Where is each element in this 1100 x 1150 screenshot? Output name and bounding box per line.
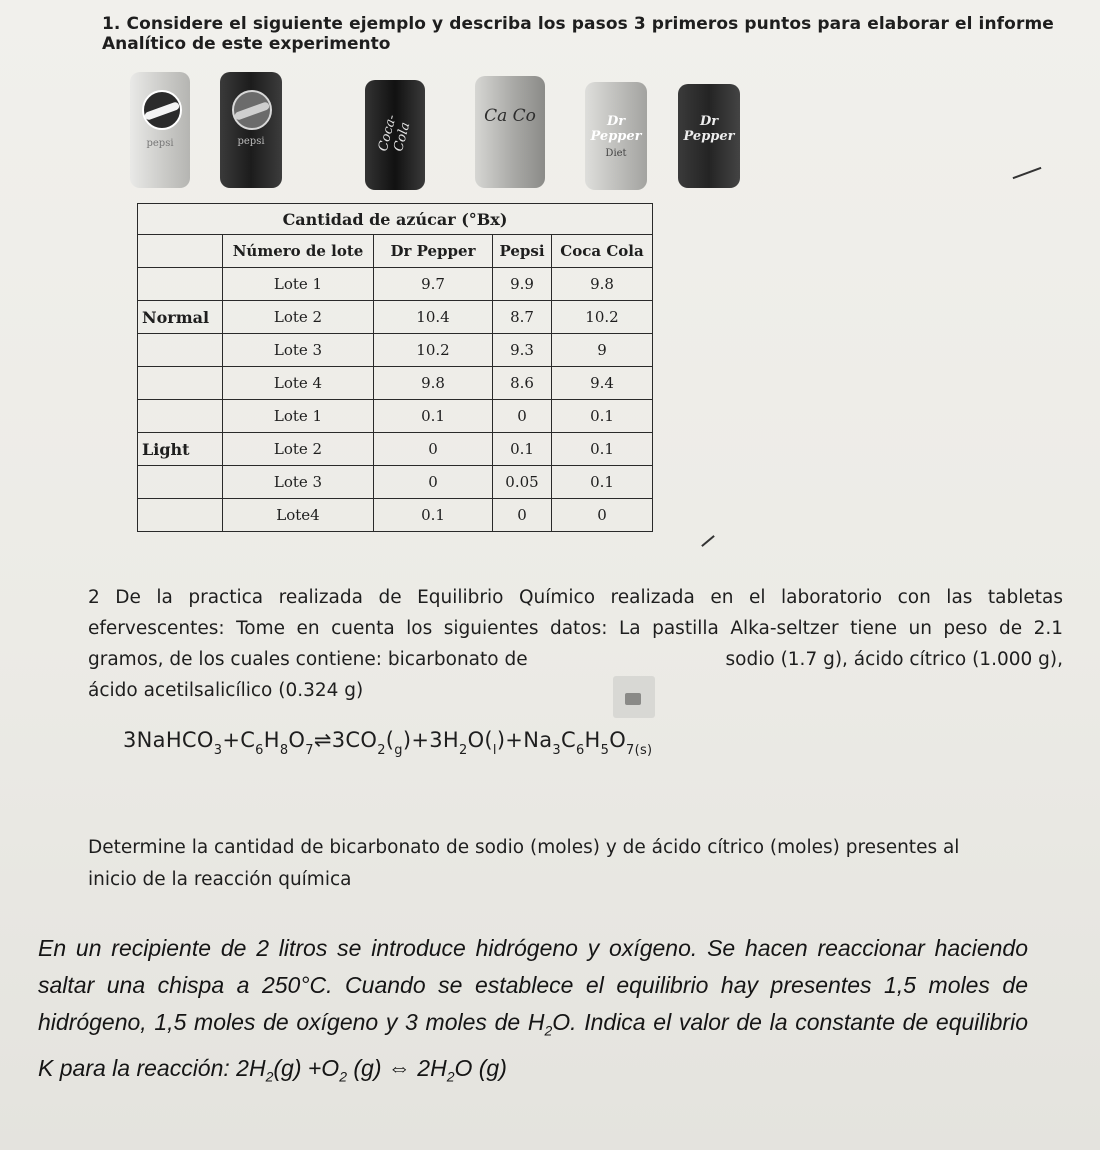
table-cell: 0.1 [493,433,552,466]
question-2-text [88,644,1063,675]
table-cell: 0.1 [552,466,653,499]
table-cell: 9.8 [374,367,493,400]
table-cell: Lote 1 [223,268,374,301]
table-cell: 9.7 [374,268,493,301]
question-3-text: hidrógeno, 1,5 moles de oxígeno y 3 moles de $H_2O$. Indica el valor de la constante de equilibrio [38,1009,1028,1039]
question-2-text: 2 De la practica realizada de Equilibrio Químico realizada en el laboratorio con las tabletas [88,587,1063,608]
table-cell: 0 [374,466,493,499]
table-cell: 9.8 [552,268,653,301]
alka-seltzer-tablet-icon [613,676,655,718]
pepsi-can-label: pepsi [237,136,265,147]
pen-mark [1013,167,1042,179]
dr-pepper-can-label: Dr Pepper [683,114,735,144]
table-row [138,367,653,400]
table-group-cell [138,367,223,400]
question-1-text: 1. Considere el siguiente ejemplo y describa los pasos 3 primeros puntos para elaborar el informe [102,14,1054,34]
table-cell: Lote 3 [223,334,374,367]
table-cell: 8.6 [493,367,552,400]
table-header-row [138,235,653,268]
table-cell: 0 [374,433,493,466]
coca-cola-can-icon [475,76,545,188]
pepsi-can-icon [130,72,190,188]
table-cell: 0 [552,499,653,532]
table-cell: 10.2 [374,334,493,367]
determine-question [88,832,1018,896]
diet-dr-pepper-can-icon [585,82,647,190]
determine-text: inicio de la reacción química [88,869,352,890]
question-1-text-continued: Analítico de este experimento [102,34,391,54]
table-header-cell: Coca Cola [552,235,653,268]
dr-pepper-can-icon [678,84,740,188]
table-header-cell: Número de lote [223,235,374,268]
question-3-block [38,930,1028,1095]
table-caption: Cantidad de azúcar (°Bx) [138,204,653,235]
table-header-cell: Pepsi [493,235,552,268]
table-row [138,301,653,334]
table-cell: Lote 2 [223,301,374,334]
question-2-text-part: sodio (1.7 g), ácido cítrico (1.000 g), [725,649,1063,670]
table-row [138,268,653,301]
table-row [138,433,653,466]
soda-cans-image [130,72,750,194]
table-group-label: Normal [138,301,223,334]
table-row [138,499,653,532]
table-cell: 0.1 [374,499,493,532]
diet-label: Diet [605,148,627,159]
question-2-text-part: gramos, de los cuales contiene: bicarbonato de [88,649,528,670]
question-2-text: efervescentes: Tome en cuenta los siguientes datos: La pastilla Alka-seltzer tiene un peso de 2.1 [88,618,1063,639]
dr-pepper-can-label: Dr Pepper [590,114,642,144]
table-group-cell [138,499,223,532]
determine-text: Determine la cantidad de bicarbonato de sodio (moles) y de ácido cítrico (moles) presentes al [88,837,960,858]
table-cell: 9.3 [493,334,552,367]
table-cell: 0.1 [552,433,653,466]
table-group-cell [138,400,223,433]
pen-mark [701,535,715,547]
coca-cola-can-icon [365,80,425,190]
table-cell: Lote 1 [223,400,374,433]
table-cell: Lote 4 [223,367,374,400]
question-2-block [88,582,1063,706]
diet-pepsi-can-icon [220,72,282,188]
table-cell: 0.05 [493,466,552,499]
pepsi-logo-icon [142,90,182,130]
pepsi-logo-icon [232,90,272,130]
table-cell: 9.4 [552,367,653,400]
table-cell: 0.1 [374,400,493,433]
table-group-label: Light [138,433,223,466]
table-cell: 0 [493,400,552,433]
question-3-text: K para la reacción: $2H_2(g) +O_2$ (g) ⇔ $2H_2O$ (g) [38,1054,507,1085]
question-3-text: saltar una chispa a 250°C. Cuando se establece el equilibrio hay presentes 1,5 moles de [38,972,1028,998]
coca-cola-can-label: Coca-Cola [375,113,414,154]
table-header-cell: Dr Pepper [374,235,493,268]
pepsi-can-label: pepsi [146,138,174,149]
table-header-empty [138,235,223,268]
table-cell: Lote 2 [223,433,374,466]
table-cell: 0.1 [552,400,653,433]
table-row [138,466,653,499]
table-cell: 10.2 [552,301,653,334]
table-cell: 9.9 [493,268,552,301]
question-3-text: En un recipiente de 2 litros se introduce hidrógeno y oxígeno. Se hacen reaccionar haciendo [38,935,1028,961]
table-cell: 0 [493,499,552,532]
table-cell: 10.4 [374,301,493,334]
table-group-cell [138,466,223,499]
chemical-equation: $3NaHCO_3+C_6H_8O_7\rightleftharpoons 3CO_2(_g)+3H_2O(_l)+Na_3C_6H_5O_{7(s)}$ [123,728,653,758]
coca-cola-can-label: Ca Co [484,106,536,126]
table-row [138,400,653,433]
table-cell: 8.7 [493,301,552,334]
table-cell: 9 [552,334,653,367]
table-cell: Lote 3 [223,466,374,499]
table-group-cell [138,268,223,301]
table-row [138,334,653,367]
question-2-text: ácido acetilsalicílico (0.324 g) [88,680,364,701]
sugar-content-table [137,203,653,532]
table-cell: Lote4 [223,499,374,532]
table-group-cell [138,334,223,367]
